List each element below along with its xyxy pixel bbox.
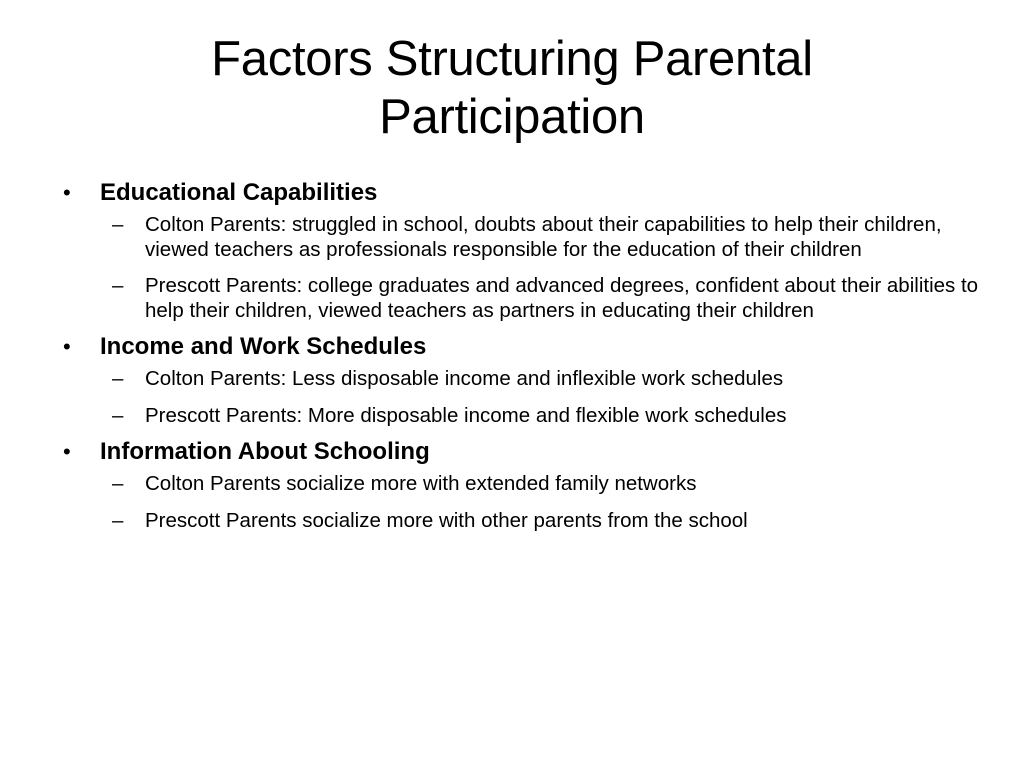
dash-icon: – [112,213,124,236]
section-items [100,472,980,533]
list-item [100,367,980,392]
dash-icon: – [112,508,124,532]
dash-icon: – [112,472,124,495]
list-item-text: Prescott Parents: college graduates and advanced degrees, confident about their abilities to help their children, viewed teachers as partners in educating their children [145,274,979,322]
slide-title-line-2: Participation [379,90,645,144]
list-item-text: Colton Parents socialize more with extended family networks [145,472,697,495]
dash-icon: – [112,274,124,297]
list-item [100,472,980,497]
dash-icon: – [112,403,124,427]
bullet-icon: • [63,180,71,205]
section-items [100,367,980,428]
list-item-text: Prescott Parents socialize more with other parents from the school [145,508,748,532]
list-item-text: Prescott Parents: More disposable income and flexible work schedules [145,403,787,427]
list-item [100,213,980,262]
section-heading: Income and Work Schedules [100,333,427,360]
section-educational-capabilities [60,178,980,323]
list-item [100,509,980,534]
list-item-text: Colton Parents: struggled in school, doubts about their capabilities to help their children, viewed teachers as professionals responsible for the education of their children [145,213,942,261]
slide-body [60,178,980,533]
section-items [100,213,980,323]
list-item-text: Colton Parents: Less disposable income and inflexible work schedules [145,367,784,390]
section-heading: Educational Capabilities [100,179,378,206]
section-income-and-work-schedules [60,332,980,428]
bullet-icon: • [63,439,71,464]
slide-title-line-1: Factors Structuring Parental [211,32,813,86]
section-information-about-schooling [60,437,980,533]
slide-title [60,30,964,146]
list-item [100,274,980,323]
bullet-icon: • [63,334,71,359]
section-heading: Information About Schooling [100,438,430,465]
list-item [100,404,980,429]
dash-icon: – [112,367,124,390]
